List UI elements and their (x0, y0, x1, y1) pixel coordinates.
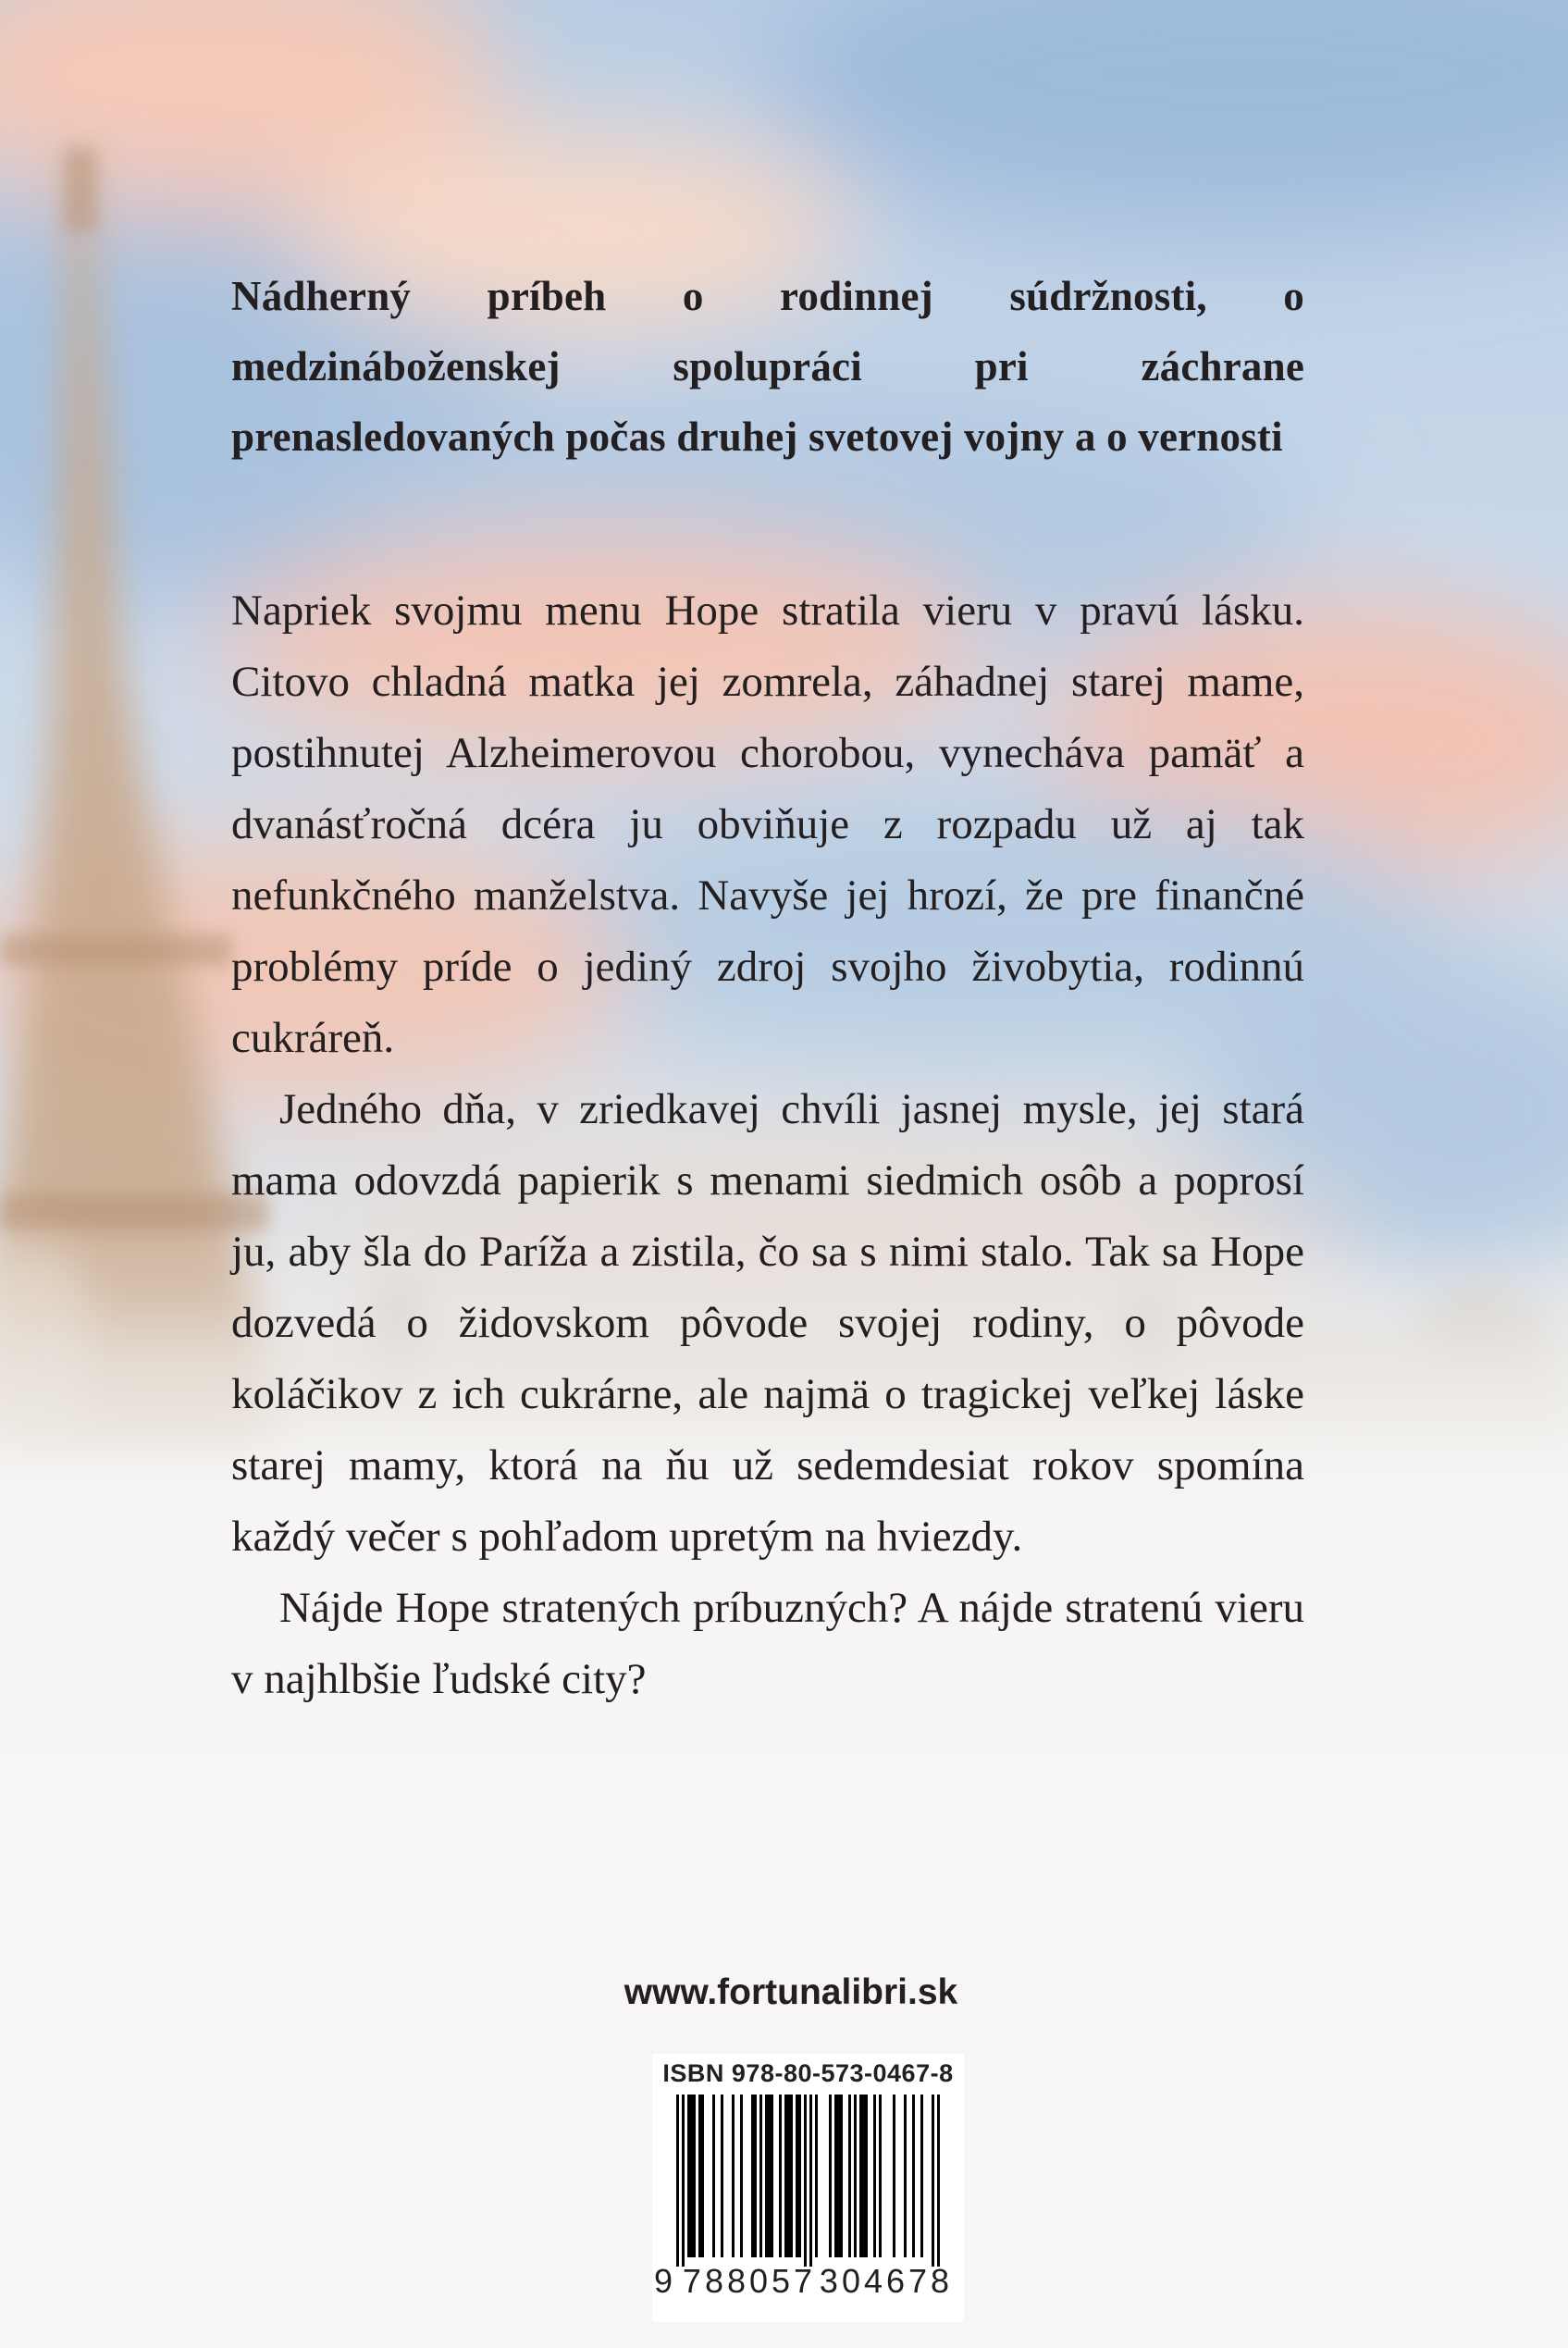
barcode-bar (834, 2095, 837, 2257)
barcode-bar (779, 2095, 782, 2257)
blurb-paragraph: Napriek svojmu menu Hope stratila vieru v pravú lásku. Citovo chladná matka jej zomrela, záhadnej starej mame, postihnutej Alzheimerovou chorobou, vynecháva pamäť a dvanásťročná dcéra ju obviňuje z rozpadu už aj tak nefunkčného manželstva. Navyše jej hrozí, že pre finančné problémy príde o jediný zdroj svojho živobytia, rodinnú cukráreň. (231, 587, 1304, 1062)
barcode-bar (687, 2095, 690, 2257)
barcode-bar (879, 2095, 882, 2257)
barcode-bar (848, 2095, 851, 2257)
barcode-bar (920, 2095, 923, 2257)
barcode-bar (932, 2095, 934, 2267)
barcode-bar (862, 2095, 865, 2257)
barcode-bar (904, 2095, 907, 2257)
cover-text (231, 261, 1304, 1715)
barcode-bar (701, 2095, 704, 2257)
barcode-bar (676, 2095, 679, 2267)
barcode-bar (840, 2095, 843, 2257)
barcode-bar (759, 2095, 762, 2257)
barcode-bar (751, 2095, 754, 2257)
barcode-bar (740, 2095, 743, 2257)
barcode-icon (652, 2095, 964, 2267)
blurb (231, 575, 1304, 1715)
tagline: Nádherný príbeh o rodinnej súdržnosti, o medzináboženskej spolupráci pri záchrane prenasledovaných počas druhej svetovej vojny a o vernosti (231, 273, 1304, 460)
barcode-bar (796, 2095, 798, 2257)
barcode-bar (787, 2095, 790, 2257)
barcode-bar (837, 2095, 840, 2257)
isbn-label: ISBN 978-80-573-0467-8 (662, 2059, 954, 2087)
barcode-bar (937, 2095, 940, 2267)
publisher-website[interactable]: www.fortunalibri.sk (623, 1972, 958, 2012)
barcode-bar (712, 2095, 715, 2257)
ean-left-group: 788057 (682, 2262, 817, 2300)
blurb-paragraph: Nájde Hope stratených príbuzných? A nájde stratenú vieru v najhlbšie ľudské city? (231, 1584, 1304, 1703)
barcode-bar (732, 2095, 735, 2257)
isbn-barcode-block (652, 2054, 964, 2322)
barcode-bar (693, 2095, 696, 2257)
barcode-bar (829, 2095, 832, 2257)
barcode-bar (815, 2095, 818, 2257)
barcode-bar (798, 2095, 801, 2257)
barcode-bar (873, 2095, 876, 2257)
barcode-bar (754, 2095, 757, 2257)
barcode-bar (768, 2095, 771, 2257)
ean-right-group: 304678 (819, 2262, 954, 2300)
ean-first-digit: 9 (654, 2262, 675, 2300)
barcode-bar (809, 2095, 812, 2267)
barcode-bar (771, 2095, 773, 2257)
barcode-bar (784, 2095, 787, 2257)
blurb-paragraph: Jedného dňa, v zriedkavej chvíli jasnej mysle, jej stará mama odovzdá papierik s menami siedmich osôb a poprosí ju, aby šla do Paríža a zistila, čo sa s nimi stalo. Tak sa Hope dozvedá o židovskom pôvode svojej rodiny, o pôvode koláčikov z ich cukrárne, ale najmä o tragickej veľkej láske starej mamy, ktorá na ňu už sedemdesiat rokov spomína každý večer s pohľadom upretým na hviezdy. (231, 1085, 1304, 1561)
barcode-bar (804, 2095, 807, 2267)
barcode-bar (854, 2095, 857, 2257)
barcode-bar (865, 2095, 868, 2257)
barcode-bar (859, 2095, 862, 2257)
barcode-bar (721, 2095, 723, 2257)
barcode-bar (765, 2095, 768, 2257)
barcode-bar (682, 2095, 685, 2267)
barcode-bar (790, 2095, 793, 2257)
barcode-bar (912, 2095, 915, 2257)
barcode-bar (698, 2095, 701, 2257)
barcode-bar (690, 2095, 693, 2257)
barcode-bar (893, 2095, 895, 2257)
